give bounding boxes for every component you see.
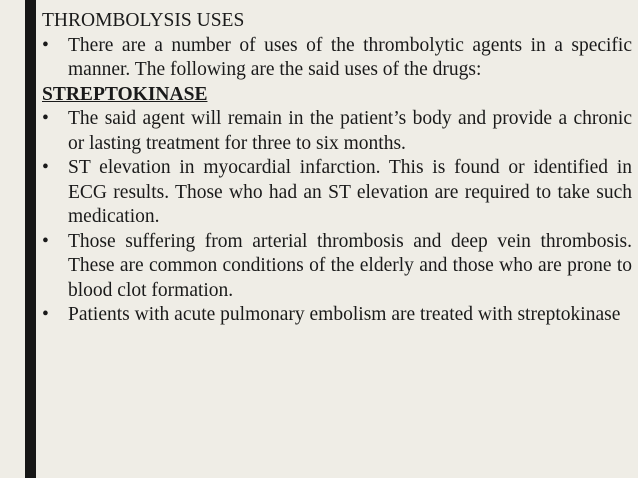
bullet-text: The said agent will remain in the patient’s body and provide a chronic or lasting treatment for three to six months. [68,108,632,154]
slide-content [42,9,632,328]
bullet-text: Those suffering from arterial thrombosis and deep vein thrombosis. These are common conditions of the elderly and those who are prone to blood clot formation. [68,230,632,301]
section-subheading: STREPTOKINASE [42,83,208,105]
list-item [42,303,632,328]
bullet-icon: • [42,304,49,325]
bullet-text: Patients with acute pulmonary embolism are treated with streptokinase [68,304,621,325]
intro-bullet-list [42,34,632,83]
slide-title: THROMBOLYSIS USES [42,10,245,31]
bullet-icon: • [42,157,49,178]
streptokinase-bullet-list [42,107,632,328]
bullet-icon: • [42,108,49,129]
list-item [42,107,632,156]
list-item [42,34,632,83]
left-accent-bar [25,0,36,478]
list-item [42,230,632,304]
list-item [42,156,632,230]
bullet-text: There are a number of uses of the thrombolytic agents in a specific manner. The following are the said uses of the drugs: [68,34,632,80]
bullet-icon: • [42,34,49,56]
bullet-text: ST elevation in myocardial infarction. This is found or identified in ECG results. Those who had an ST elevation are required to take such medication. [68,157,632,227]
bullet-icon: • [42,230,49,252]
